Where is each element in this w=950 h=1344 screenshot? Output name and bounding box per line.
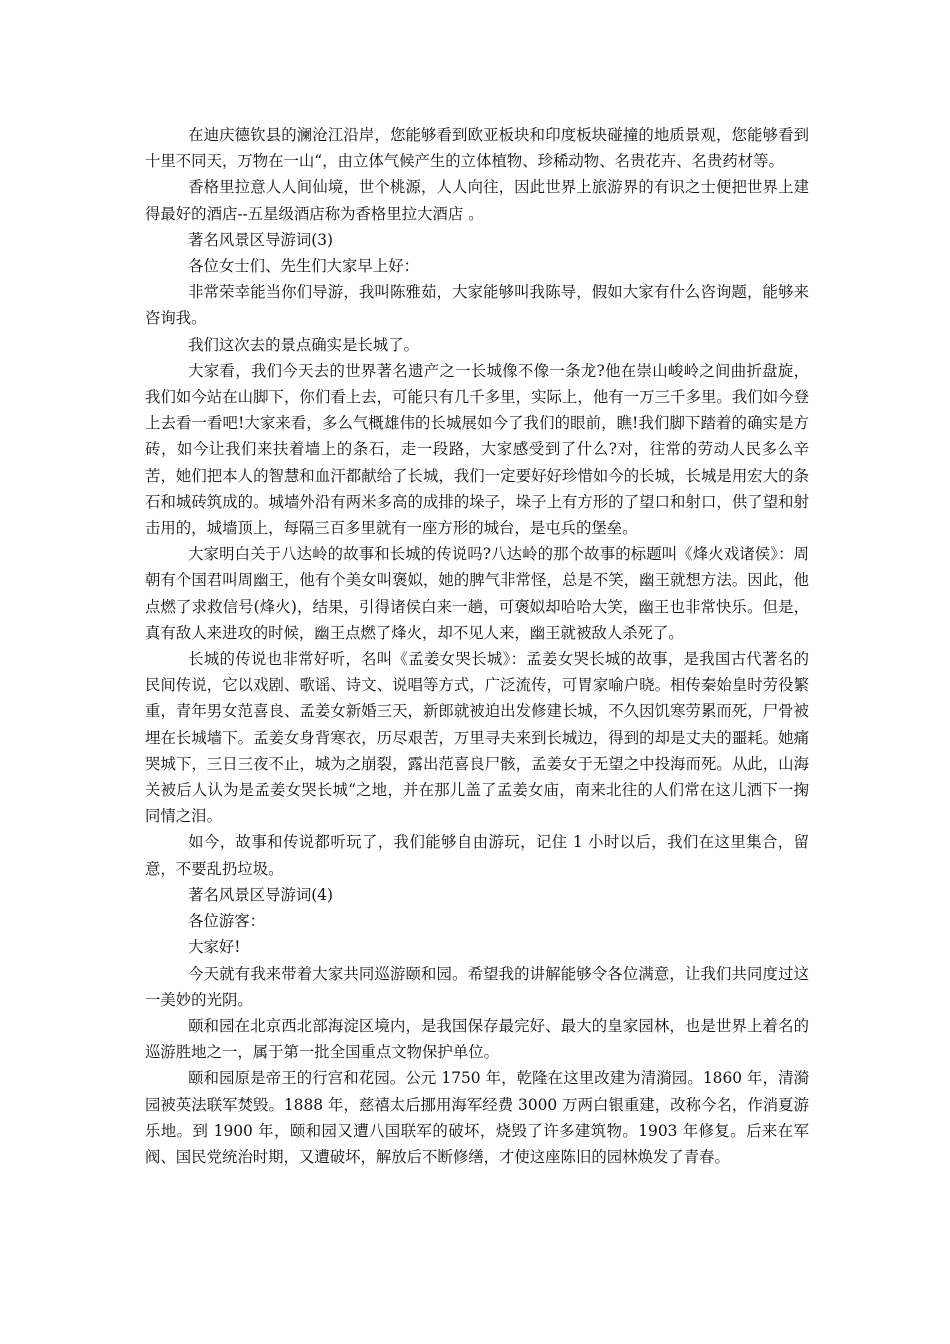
paragraph: 长城的传说也非常好听，名叫《孟姜女哭长城》：孟姜女哭长城的故事，是我国古代著名的民间传说，它以戏剧、歌谣、诗文、说唱等方式，广泛流传，可胃家喻户晓。相传秦始皇时劳役繁重，青年男女范喜良、孟姜女新婚三天，新郎就被迫出发修建长城，不久因饥寒劳累而死，尸骨被埋在长城墙下。孟姜女身背寒衣，历尽艰苦，万里寻夫来到长城边，得到的却是丈夫的噩耗。她痛哭城下，三日三夜不止，城为之崩裂，露出范喜良尸骸，孟姜女于无望之中投海而死。从此，山海关被后人认为是孟姜女哭长城“之地，并在那儿盖了孟姜女庙，南来北往的人们常在这儿洒下一掬同情之泪。 [145,650,809,826]
paragraph: 如今，故事和传说都听玩了，我们能够自由游玩，记住 1 小时以后，我们在这里集合，留意，不要乱扔垃圾。 [145,833,809,878]
paragraph: 非常荣幸能当你们导游，我叫陈雅茹，大家能够叫我陈导，假如大家有什么咨询题，能够来咨询我。 [145,283,809,328]
paragraph: 我们这次去的景点确实是长城了。 [188,335,419,354]
section-heading: 著名风景区导游词(4) [188,885,334,904]
document-body [145,122,809,1170]
greeting: 各位游客： [188,912,266,931]
paragraph: 香格里拉意人人间仙境，世个桃源，人人向往，因此世界上旅游界的有识之士便把世界上建得最好的酒店--五星级酒店称为香格里拉大酒店 。 [145,178,809,223]
greeting: 各位女士们、先生们大家早上好： [188,257,419,276]
paragraph: 今天就有我来带着大家共同巡游颐和园。希望我的讲解能够令各位满意，让我们共同度过这一美妙的光阴。 [145,964,809,1009]
greeting: 大家好! [188,938,241,957]
paragraph: 大家明白关于八达岭的故事和长城的传说吗?八达岭的那个故事的标题叫《烽火戏诸侯》：周朝有个国君叫周幽王，他有个美女叫褒姒，她的脾气非常怪，总是不笑，幽王就想方法。因此，他点燃了求救信号(烽火)，结果，引得诸侯白来一趟，可褒姒却哈哈大笑，幽王也非常快乐。但是，真有敌人来进攻的时候，幽王点燃了烽火，却不见人来，幽王就被敌人杀死了。 [145,545,809,642]
paragraph: 颐和园原是帝王的行宫和花园。公元 1750 年，乾隆在这里改建为清漪园。1860 年，清漪园被英法联军焚毁。1888 年，慈禧太后挪用海军经费 3000 万两白银重建，改称今名，作消夏游乐地。到 1900 年，颐和园又遭八国联军的破坏，烧毁了许多建筑物。1903 年修复。后来在军阀、国民党统治时期，又遭破坏，解放后不断修缮，才使这座陈旧的园林焕发了青春。 [145,1069,809,1166]
paragraph: 在迪庆德钦县的澜沧江沿岸，您能够看到欧亚板块和印度板块碰撞的地质景观，您能够看到十里不同天，万物在一山“，由立体气候产生的立体植物、珍稀动物、名贵花卉、名贵药材等。 [145,126,809,171]
section-heading: 著名风景区导游词(3) [188,230,334,249]
paragraph: 颐和园在北京西北部海淀区境内，是我国保存最完好、最大的皇家园林，也是世界上着名的巡游胜地之一，属于第一批全国重点文物保护单位。 [145,1016,809,1062]
paragraph: 大家看，我们今天去的世界著名遗产之一长城像不像一条龙?他在崇山峻岭之间曲折盘旋，我们如今站在山脚下，你们看上去，可能只有几千多里，实际上，他有一万三千多里。我们如今登上去看一看吧!大家来看，多么气概雄伟的长城展如今了我们的眼前，瞧!我们脚下踏着的确实是方砖，如今让我们来扶着墙上的条石，走一段路，大家感受到了什么?对，往常的劳动人民多么辛苦，她们把本人的智慧和血汗都献给了长城，我们一定要好好珍惜如今的长城，长城是用宏大的条石和城砖筑成的。城墙外沿有两米多高的成排的垛子，垛子上有方形的了望口和射口，供了望和射击用的，城墙顶上，每隔三百多里就有一座方形的城台，是屯兵的堡垒。 [145,361,809,538]
